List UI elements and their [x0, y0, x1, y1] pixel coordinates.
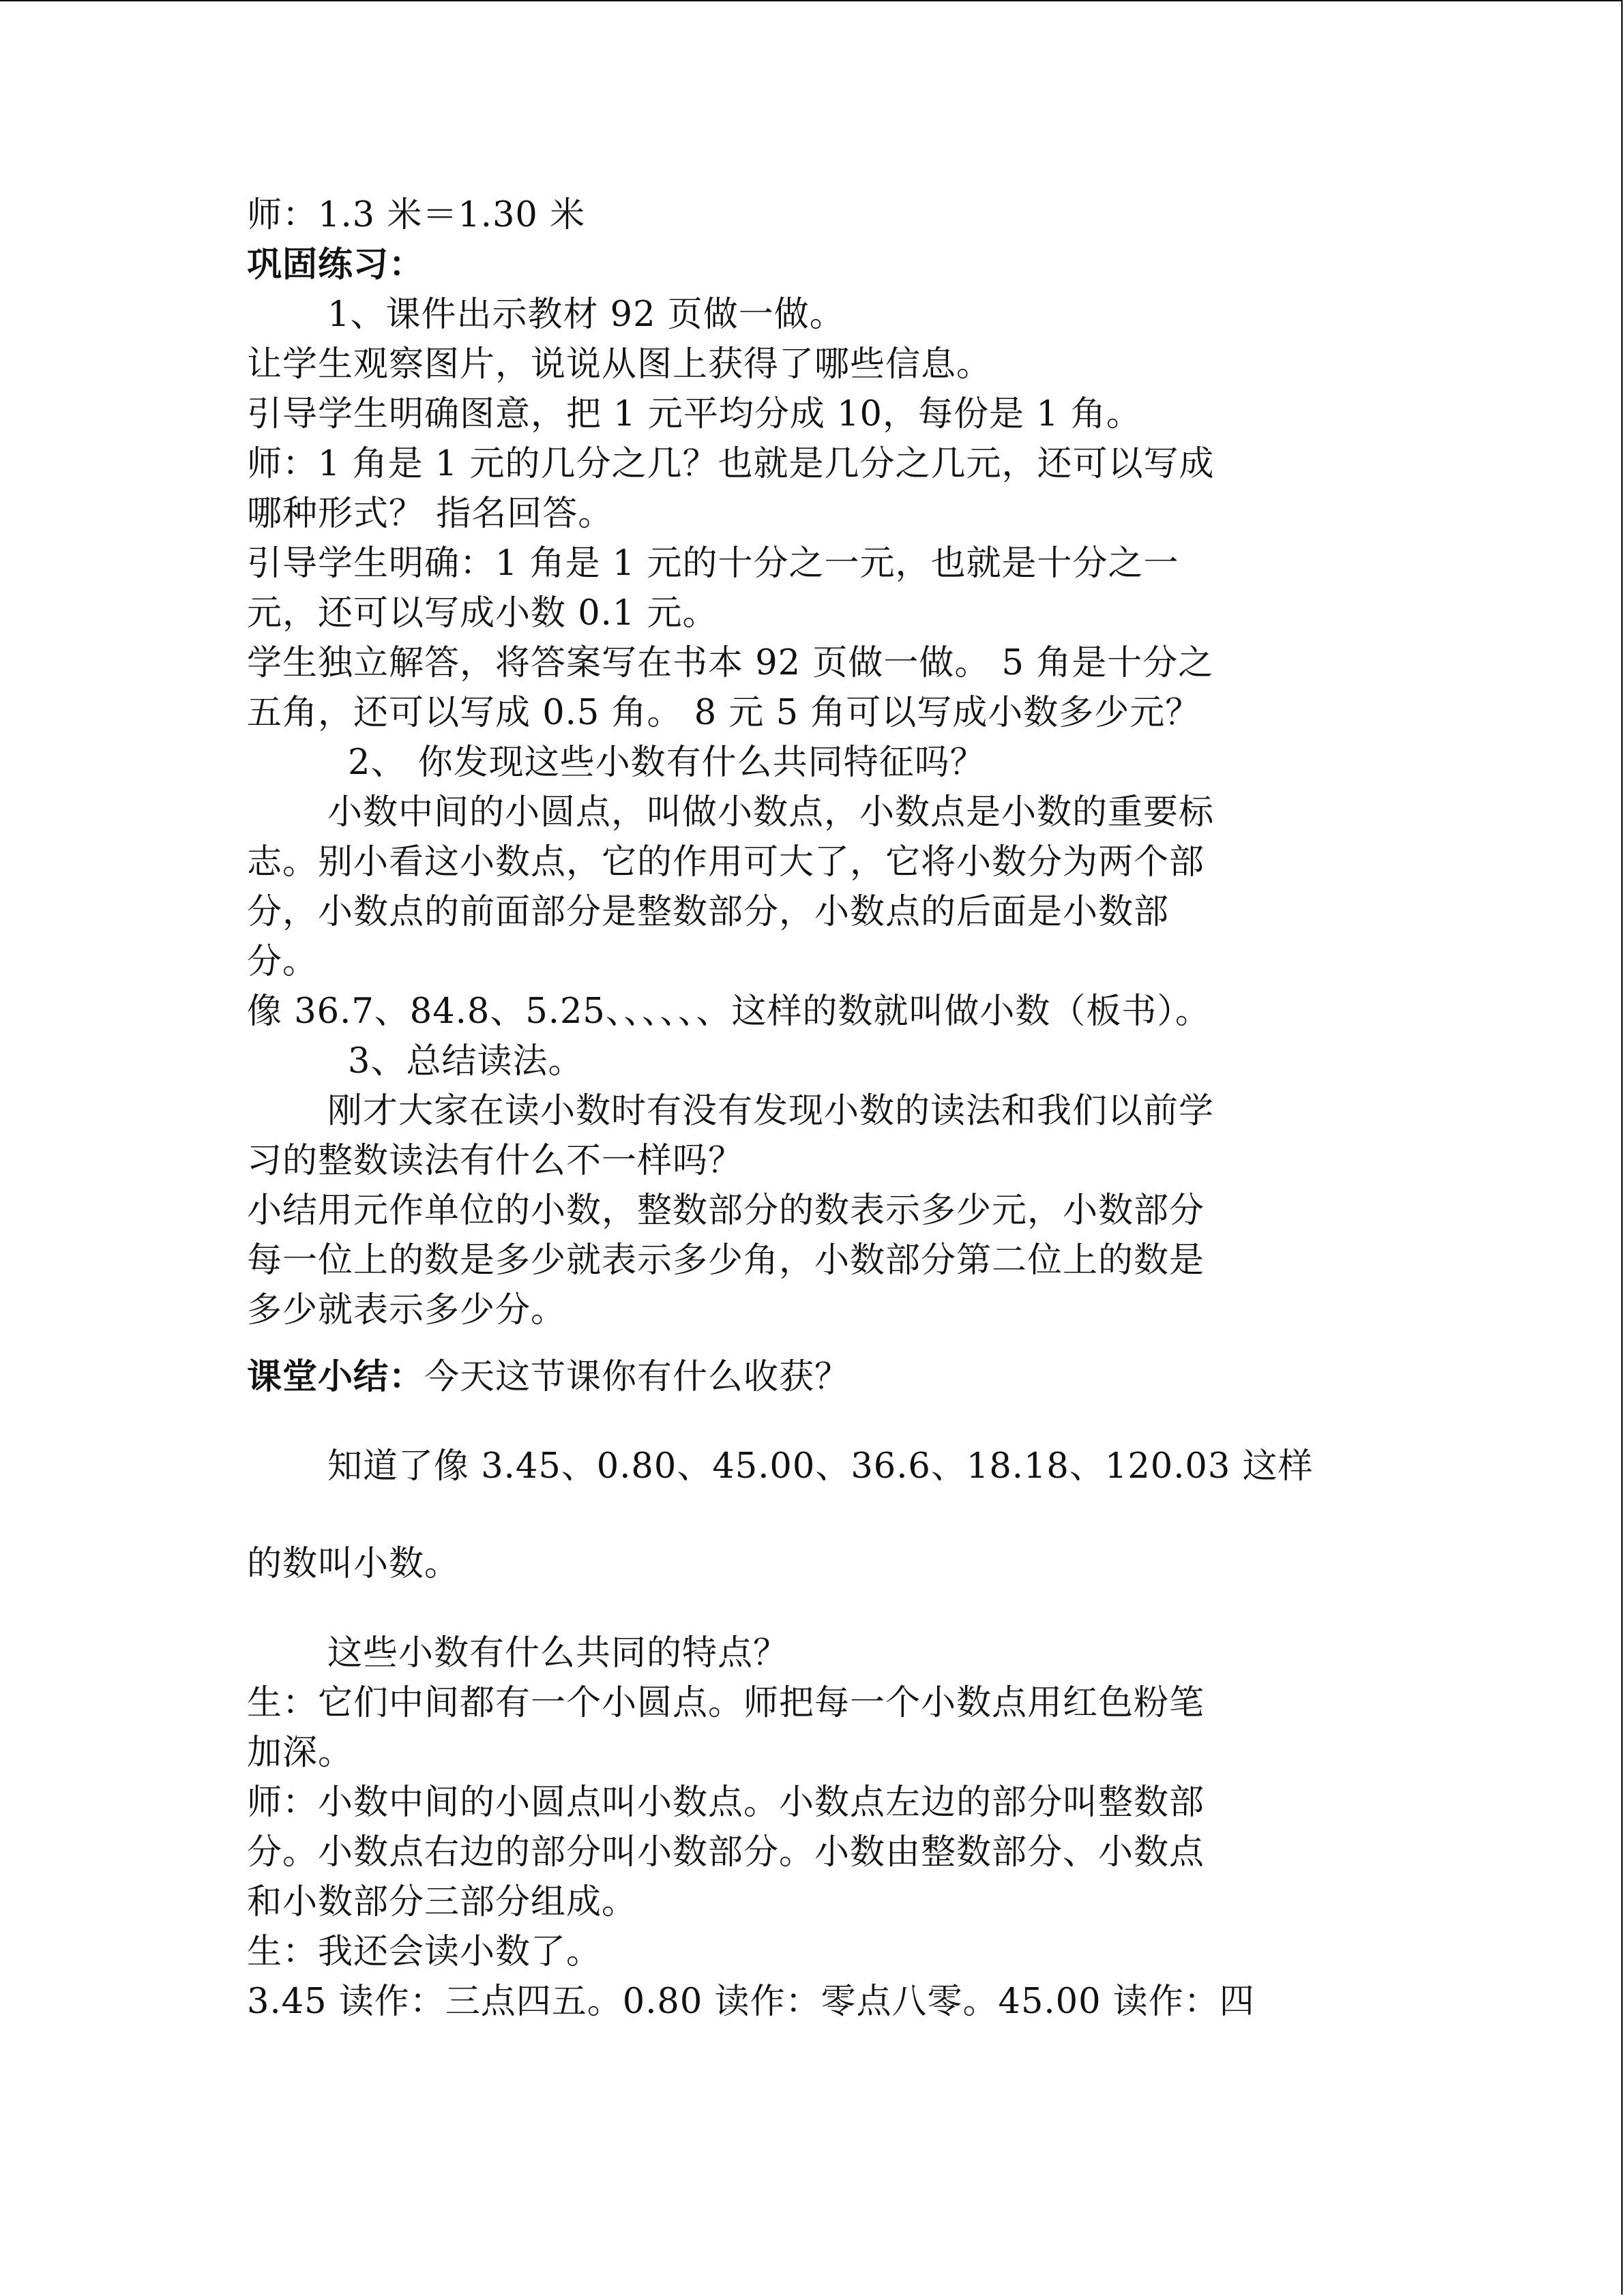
text-line: 分，小数点的前面部分是整数部分，小数点的后面是小数部: [247, 892, 1170, 932]
text-line: 哪种形式？ 指名回答。: [247, 494, 614, 534]
text-line: 像 36.7、84.8、5.25、、、、、、这样的数就叫做小数（板书）。: [247, 992, 1211, 1032]
text-line: 知道了像 3.45、0.80、45.00、36.6、18.18、120.03 这样: [327, 1446, 1314, 1487]
text-line: 学生独立解答，将答案写在书本 92 页做一做。 5 角是十分之: [247, 643, 1214, 683]
text-line: 元，还可以写成小数 0.1 元。: [247, 593, 718, 633]
section-heading: 课堂小结：: [247, 1356, 425, 1397]
spacer: [247, 1596, 1393, 1636]
document-body: [247, 195, 1393, 2034]
text-line: 引导学生明确：1 角是 1 元的十分之一元，也就是十分之一: [247, 543, 1179, 584]
summary-question: 今天这节课你有什么收获？: [424, 1357, 851, 1397]
text-line: 分。: [247, 942, 319, 982]
text-line: 每一位上的数是多少就表示多少角，小数部分第二位上的数是: [247, 1240, 1205, 1281]
text-line: 加深。: [247, 1733, 354, 1773]
text-line: 习的整数读法有什么不一样吗？: [247, 1141, 744, 1181]
text-line: 3、总结读法。: [348, 1041, 584, 1082]
text-line: 五角，还可以写成 0.5 角。 8 元 5 角可以写成小数多少元？: [247, 693, 1201, 733]
text-line: 生：我还会读小数了。: [247, 1932, 602, 1972]
text-line: 和小数部分三部分组成。: [247, 1882, 638, 1922]
text-line: 多少就表示多少分。: [247, 1290, 567, 1330]
summary-line: [247, 1356, 1393, 1410]
spacer: [247, 1499, 1393, 1547]
text-line: 师：1.3 米＝1.30 米: [247, 195, 586, 235]
text-line: 1、课件出示教材 92 页做一做。: [327, 295, 845, 335]
section-heading: 巩固练习：: [247, 244, 425, 285]
text-line: 2、 你发现这些小数有什么共同特征吗？: [348, 743, 986, 783]
spacer: [247, 1410, 1393, 1449]
text-line: 3.45 读作：三点四五。0.80 读作：零点八零。45.00 读作：四: [247, 1982, 1255, 2022]
text-line: 让学生观察图片，说说从图上获得了哪些信息。: [247, 344, 992, 385]
text-line: 师：1 角是 1 元的几分之几？也就是几分之几元，还可以写成: [247, 444, 1215, 484]
text-line: 师：小数中间的小圆点叫小数点。小数点左边的部分叫整数部: [247, 1783, 1205, 1823]
text-line: 分。小数点右边的部分叫小数部分。小数由整数部分、小数点: [247, 1832, 1205, 1873]
text-line: 的数叫小数。: [247, 1544, 460, 1584]
text-line: 这些小数有什么共同的特点？: [327, 1633, 789, 1673]
text-line: 刚才大家在读小数时有没有发现小数的读法和我们以前学: [327, 1091, 1215, 1131]
text-line: 小数中间的小圆点，叫做小数点，小数点是小数的重要标: [327, 792, 1215, 833]
text-line: 小结用元作单位的小数，整数部分的数表示多少元，小数部分: [247, 1191, 1205, 1231]
text-line: 志。别小看这小数点，它的作用可大了，它将小数分为两个部: [247, 842, 1205, 882]
text-line: 生：它们中间都有一个小圆点。师把每一个小数点用红色粉笔: [247, 1683, 1205, 1723]
text-line: 引导学生明确图意，把 1 元平均分成 10，每份是 1 角。: [247, 394, 1142, 434]
